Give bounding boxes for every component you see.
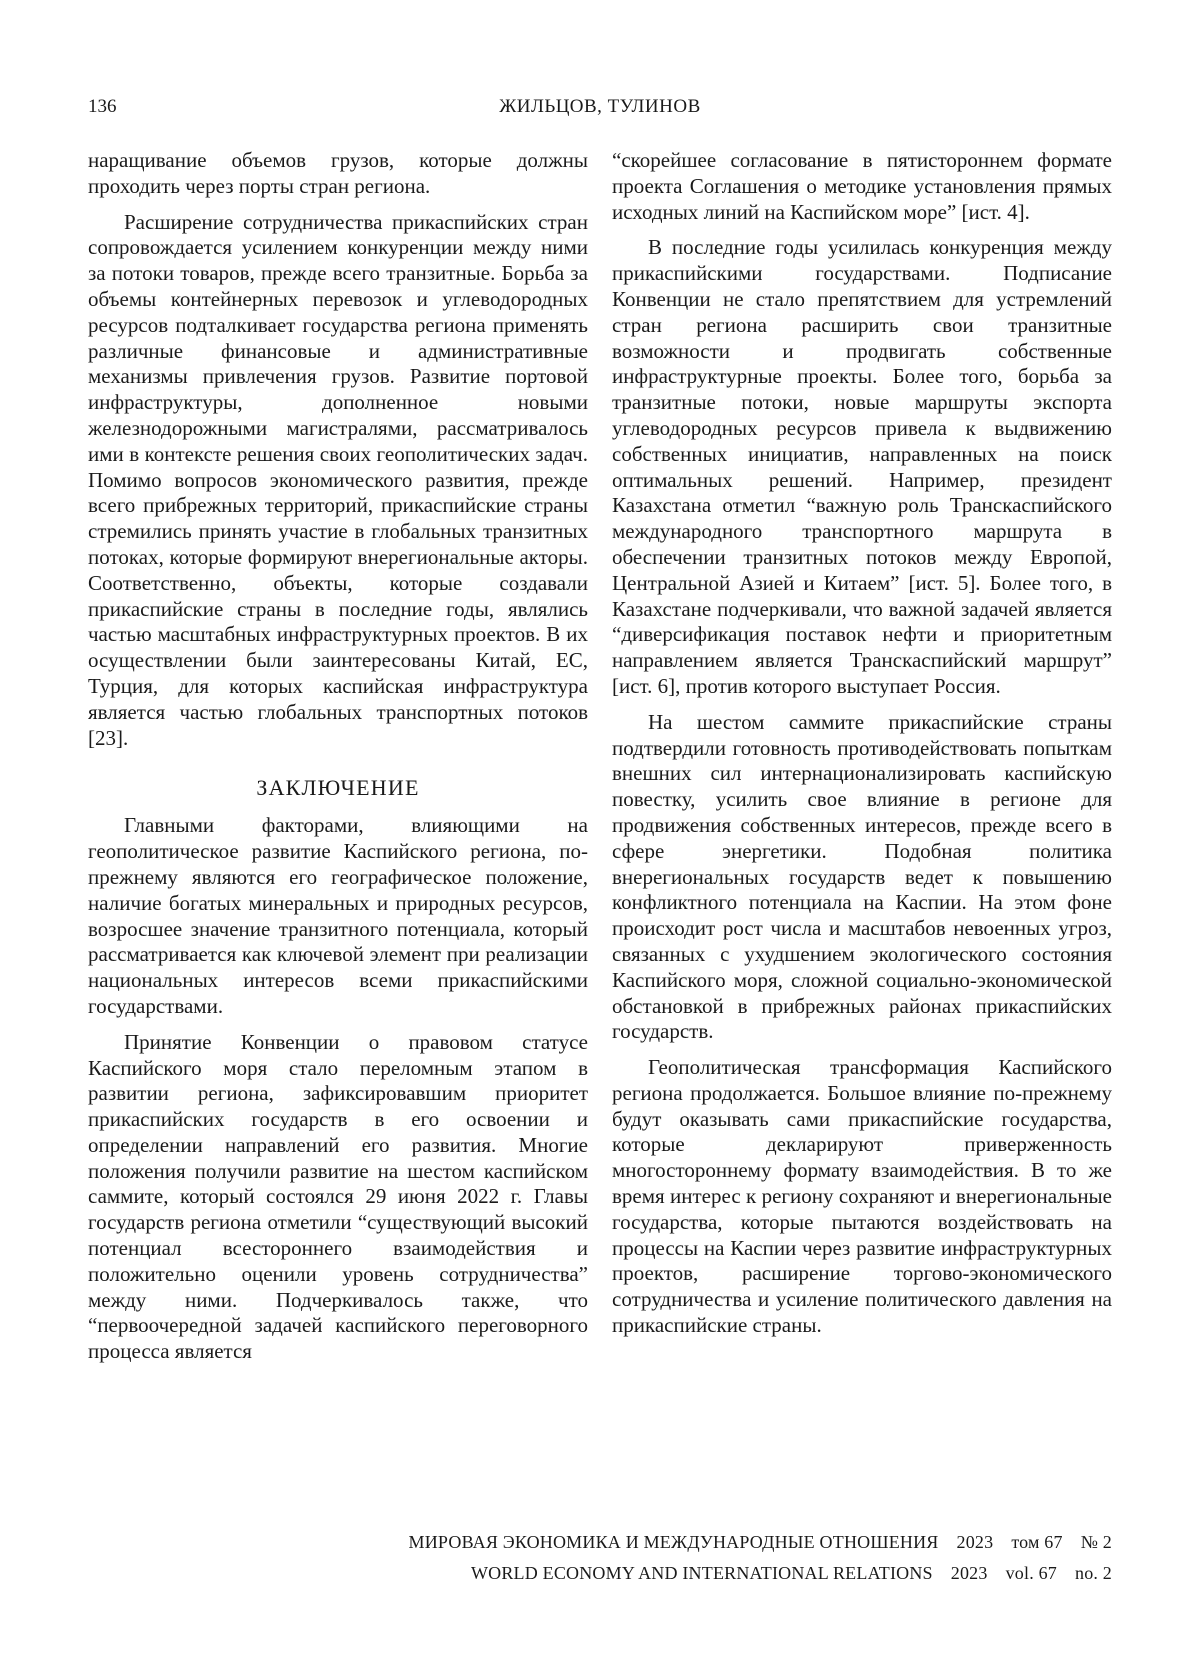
paragraph-transformation: Геополитическая трансформация Каспийского региона продолжается. Большое влияние по-прежнему будут оказывать сами прикаспийские государства, которые декларируют приверженность многостороннему формату взаимодействия. В то же время интерес к региону сохраняют и внерегиональные государства, которые пытаются воздействовать на процессы на Каспии через развитие инфраструктурных проектов, расширение торгово-экономического сотрудничества и усиление политического давления на прикаспийские страны. bbox=[612, 1055, 1112, 1338]
right-column bbox=[612, 148, 1112, 1375]
footer-journal-en bbox=[471, 1563, 1112, 1584]
paragraph-competition: Расширение сотрудничества прикаспийских стран сопровождается усилением конкуренции между ними за потоки товаров, прежде всего транзитные. Борьба за объемы контейнерных перевозок и углеводородных ресурсов подталкивает государства региона применять различные финансовые и административные механизмы привлечения грузов. Развитие портовой инфраструктуры, дополненное новыми железнодорожными магистралями, рассматривалось ими в контексте решения своих геополитических задач. Помимо вопросов экономического развития, прежде всего прибрежных территорий, прикаспийские страны стремились принять участие в глобальных транзитных потоках, которые формируют внерегиональные акторы. Соответственно, объекты, которые создавали прикаспийские страны в последние годы, являлись частью масштабных инфраструктурных проектов. В их осуществлении были заинтересованы Китай, ЕС, Турция, для которых каспийская инфраструктура является частью глобальных транспортных потоков [23]. bbox=[88, 209, 588, 750]
article-body bbox=[88, 148, 1112, 1375]
running-head-authors: ЖИЛЬЦОВ, ТУЛИНОВ bbox=[499, 96, 701, 117]
footer-issue-en: no. 2 bbox=[1075, 1563, 1112, 1583]
section-heading-conclusion: ЗАКЛЮЧЕНИЕ bbox=[256, 775, 420, 801]
paragraph-continued-quote: “скорейшее согласование в пятистороннем формате проекта Соглашения о методике установления прямых исходных линий на Каспийском море” [ист. 4]. bbox=[612, 148, 1112, 224]
paragraph-continued: наращивание объемов грузов, которые должны проходить через порты стран региона. bbox=[88, 148, 588, 198]
footer-volume-en: vol. 67 bbox=[1005, 1563, 1057, 1583]
footer-year-en: 2023 bbox=[950, 1563, 988, 1583]
footer-journal-title-ru: МИРОВАЯ ЭКОНОМИКА И МЕЖДУНАРОДНЫЕ ОТНОШЕНИЯ bbox=[408, 1532, 939, 1552]
footer-journal-ru bbox=[409, 1532, 1112, 1553]
paragraph-sixth-summit: На шестом саммите прикаспийские страны подтвердили готовность противодействовать попыткам внешних сил интернационализировать каспийскую повестку, усилить свое влияние в регионе для продвижения собственных интересов, прежде всего в сфере энергетики. Подобная политика внерегиональных государств ведет к повышению конфликтного потенциала на Каспии. На этом фоне происходит рост числа и масштабов невоенных угроз, связанных с ухудшением экологического состояния Каспийского моря, сложной социально-экономической обстановкой в прибрежных районах прикаспийских государств. bbox=[612, 709, 1112, 1044]
footer-volume-ru: том 67 bbox=[1011, 1532, 1063, 1552]
footer-issue-ru: № 2 bbox=[1080, 1532, 1112, 1552]
paragraph-convention: Принятие Конвенции о правовом статусе Каспийского моря стало переломным этапом в развитии региона, зафиксировавшим приоритет прикаспийских государств в его освоении и определении направлений его развития. Многие положения получили развитие на шестом каспийском саммите, который состоялся 29 июня 2022 г. Главы государств региона отметили “существующий высокий потенциал всестороннего взаимодействия и положительно оценили уровень сотрудничества” между ними. Подчеркивалось также, что “первоочередной задачей каспийского переговорного процесса является bbox=[88, 1029, 588, 1364]
footer-journal-title-en: WORLD ECONOMY AND INTERNATIONAL RELATIONS bbox=[470, 1563, 933, 1583]
footer-year-ru: 2023 bbox=[956, 1532, 994, 1552]
paragraph-main-factors: Главными факторами, влияющими на геополитическое развитие Каспийского региона, по-прежнему являются его географическое положение, наличие богатых минеральных и природных ресурсов, возросшее значение транзитного потенциала, который рассматривается как ключевой элемент при реализации национальных интересов всеми прикаспийскими государствами. bbox=[88, 813, 588, 1018]
left-column bbox=[88, 148, 588, 1375]
paragraph-rivalry: В последние годы усилилась конкуренция между прикаспийскими государствами. Подписание Конвенции не стало препятствием для устремлений стран региона расширить свои транзитные возможности и продвигать собственные инфраструктурные проекты. Более того, борьба за транзитные потоки, новые маршруты экспорта углеводородных ресурсов привела к выдвижению собственных инициатив, направленных на поиск оптимальных решений. Например, президент Казахстана отметил “важную роль Транскаспийского международного транспортного маршрута в обеспечении транзитных потоков между Европой, Центральной Азией и Китаем” [ист. 5]. Более того, в Казахстане подчеркивали, что важной задачей является “диверсификация поставок нефти и приоритетным направлением является Транскаспийский маршрут” [ист. 6], против которого выступает Россия. bbox=[612, 235, 1112, 698]
page-number: 136 bbox=[88, 96, 117, 117]
